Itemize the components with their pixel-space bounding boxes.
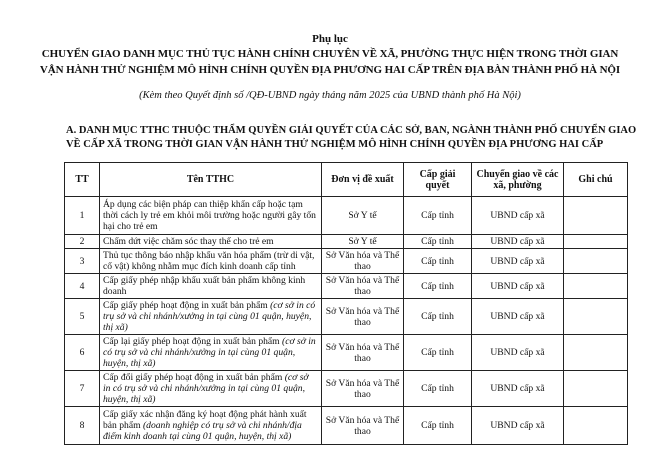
cell-level-text: Cấp tỉnh	[421, 210, 454, 221]
cell-level	[404, 235, 472, 249]
cell-transfer	[472, 299, 564, 335]
cell-name	[100, 197, 322, 235]
header-tt: TT	[65, 163, 100, 197]
table-row	[65, 299, 628, 335]
cell-name-detail: (cơ sở in có trụ sở và chi nhánh/xưởng in tại cùng 01 quận, huyện, thị xã)	[103, 300, 316, 333]
cell-tt	[65, 299, 100, 335]
cell-note	[564, 407, 628, 445]
cell-transfer-text: UBND cấp xã	[490, 236, 545, 247]
cell-tt-text: 6	[79, 347, 85, 358]
cell-level-text: Cấp tỉnh	[421, 347, 454, 358]
cell-level-text: Cấp tỉnh	[421, 236, 454, 247]
table-row	[65, 371, 628, 407]
header-name: Tên TTHC	[100, 163, 322, 197]
cell-unit	[322, 407, 404, 445]
cell-level	[404, 249, 472, 274]
cell-tt-text: 5	[79, 311, 85, 322]
cell-note	[564, 299, 628, 335]
cell-level	[404, 197, 472, 235]
cell-transfer	[472, 371, 564, 407]
cell-name	[100, 371, 322, 407]
cell-tt-text: 1	[79, 210, 85, 221]
cell-unit-text: Sở Y tế	[348, 210, 377, 221]
cell-note	[564, 235, 628, 249]
cell-tt	[65, 249, 100, 274]
cell-tt	[65, 407, 100, 445]
cell-tt	[65, 371, 100, 407]
table-row	[65, 274, 628, 299]
cell-transfer-text: UBND cấp xã	[490, 210, 545, 221]
table-row	[65, 235, 628, 249]
cell-unit-text: Sở Văn hóa và Thể thao	[325, 305, 400, 328]
cell-name-text: Cấp đổi giấy phép hoạt động in xuất bản phẩm	[103, 372, 285, 383]
cell-unit	[322, 235, 404, 249]
cell-unit	[322, 197, 404, 235]
cell-unit	[322, 274, 404, 299]
cell-transfer-text: UBND cấp xã	[490, 311, 545, 322]
cell-tt	[65, 235, 100, 249]
cell-unit-text: Sở Y tế	[348, 236, 377, 247]
cell-note	[564, 274, 628, 299]
cell-level-text: Cấp tỉnh	[421, 255, 454, 267]
cell-name-text: Chấm dứt việc chăm sóc thay thế cho trẻ em	[103, 236, 274, 247]
cell-note	[564, 335, 628, 371]
cell-name-detail: (cơ sở in có trụ sở và chi nhánh/xưởng in tại cùng 01 quận, huyện, thị xã)	[103, 336, 316, 369]
cell-unit-text: Sở Văn hóa và Thể thao	[325, 275, 400, 297]
cell-tt	[65, 335, 100, 371]
cell-transfer	[472, 197, 564, 235]
cell-level	[404, 335, 472, 371]
cell-note	[564, 249, 628, 274]
cell-level-text: Cấp tỉnh	[421, 383, 454, 394]
document-heading-line-1: CHUYỂN GIAO DANH MỤC THỦ TỤC HÀNH CHÍNH CHUYÊN VỀ XÃ, PHƯỜNG THỰC HIỆN TRONG THỜI GIAN	[41, 48, 619, 60]
cell-unit-text: Sở Văn hóa và Thể thao	[325, 377, 400, 400]
cell-transfer-text: UBND cấp xã	[490, 383, 545, 394]
appendix-title: Phụ lục	[312, 33, 348, 45]
table-header-row	[65, 163, 628, 197]
procedure-table	[64, 162, 628, 445]
cell-transfer	[472, 249, 564, 274]
table-row	[65, 197, 628, 235]
cell-name	[100, 274, 322, 299]
cell-tt-text: 4	[79, 280, 85, 292]
cell-level-text: Cấp tỉnh	[421, 280, 454, 292]
cell-transfer	[472, 335, 564, 371]
document-subtitle: (Kèm theo Quyết định số /QĐ-UBND ngày tháng năm 2025 của UBND thành phố Hà Nội)	[139, 90, 521, 101]
cell-level	[404, 299, 472, 335]
cell-note	[564, 197, 628, 235]
cell-tt-text: 2	[79, 236, 85, 247]
section-heading-line-1: A. DANH MỤC TTHC THUỘC THẨM QUYỀN GIẢI QUYẾT CỦA CÁC SỞ, BAN, NGÀNH THÀNH PHỐ CHUYỂN GIAO	[66, 125, 637, 136]
table-row	[65, 335, 628, 371]
cell-name	[100, 249, 322, 274]
cell-level-text: Cấp tỉnh	[421, 420, 454, 431]
cell-transfer-text: UBND cấp xã	[490, 255, 545, 267]
cell-name	[100, 299, 322, 335]
cell-name-text: Thủ tục thông báo nhập khẩu văn hóa phẩm (trừ di vật, cổ vật) không nhằm mục đích kinh doanh cấp tỉnh	[103, 250, 315, 272]
cell-unit	[322, 335, 404, 371]
cell-name-text: Cấp giấy xác nhận đăng ký hoạt động phát hành xuất bản phẩm	[103, 409, 307, 431]
cell-tt-text: 3	[79, 255, 85, 267]
document-heading-line-2: VẬN HÀNH THỬ NGHIỆM MÔ HÌNH CHÍNH QUYỀN ĐỊA PHƯƠNG HAI CẤP TRÊN ĐỊA BÀN THÀNH PHỐ HÀ NỘI	[39, 64, 621, 76]
cell-unit	[322, 299, 404, 335]
header-transfer: Chuyển giao về các xã, phường	[472, 163, 564, 197]
cell-level-text: Cấp tỉnh	[421, 311, 454, 322]
cell-name-text: Áp dụng các biện pháp can thiệp khẩn cấp hoặc tạm thời cách ly trẻ em khỏi môi trường hoặc người gây tổn hại cho trẻ em	[103, 199, 316, 232]
cell-transfer-text: UBND cấp xã	[490, 420, 545, 431]
section-heading-line-2: VỀ CẤP XÃ TRONG THỜI GIAN VẬN HÀNH THỬ NGHIỆM MÔ HÌNH CHÍNH QUYỀN ĐỊA PHƯƠNG HAI CẤP	[66, 139, 604, 150]
header-unit: Đơn vị đề xuất	[322, 163, 404, 197]
cell-note	[564, 371, 628, 407]
cell-name-detail: (cơ sở in có trụ sở và chi nhánh/xưởng in tại cùng 01 quận, huyện, thị xã)	[103, 372, 309, 405]
cell-level	[404, 371, 472, 407]
cell-tt	[65, 274, 100, 299]
cell-unit-text: Sở Văn hóa và Thể thao	[325, 250, 400, 272]
cell-transfer	[472, 274, 564, 299]
cell-tt	[65, 197, 100, 235]
cell-name	[100, 335, 322, 371]
header-note: Ghi chú	[564, 163, 628, 197]
cell-unit	[322, 371, 404, 407]
cell-transfer	[472, 235, 564, 249]
cell-transfer-text: UBND cấp xã	[490, 280, 545, 292]
cell-name-text: Cấp giấy phép nhập khẩu xuất bản phẩm không kinh doanh	[103, 275, 306, 297]
header-level: Cấp giải quyết	[404, 163, 472, 197]
cell-level	[404, 274, 472, 299]
table-row	[65, 407, 628, 445]
cell-unit-text: Sở Văn hóa và Thể thao	[325, 341, 400, 364]
cell-tt-text: 8	[79, 420, 85, 431]
cell-tt-text: 7	[79, 383, 85, 394]
cell-name-detail: (doanh nghiệp có trụ sở và chi nhánh/địa điểm kinh doanh tại cùng 01 quận, huyện, thị xã)	[103, 420, 302, 442]
cell-name-text: Cấp lại giấy phép hoạt động in xuất bản phẩm	[103, 336, 283, 347]
section-heading	[66, 125, 637, 150]
cell-transfer	[472, 407, 564, 445]
cell-level	[404, 407, 472, 445]
cell-name	[100, 235, 322, 249]
table-row	[65, 249, 628, 274]
cell-name	[100, 407, 322, 445]
cell-unit	[322, 249, 404, 274]
cell-name-text: Cấp giấy phép hoạt động in xuất bản phẩm	[103, 300, 271, 311]
cell-unit-text: Sở Văn hóa và Thể thao	[325, 414, 400, 437]
cell-transfer-text: UBND cấp xã	[490, 347, 545, 358]
